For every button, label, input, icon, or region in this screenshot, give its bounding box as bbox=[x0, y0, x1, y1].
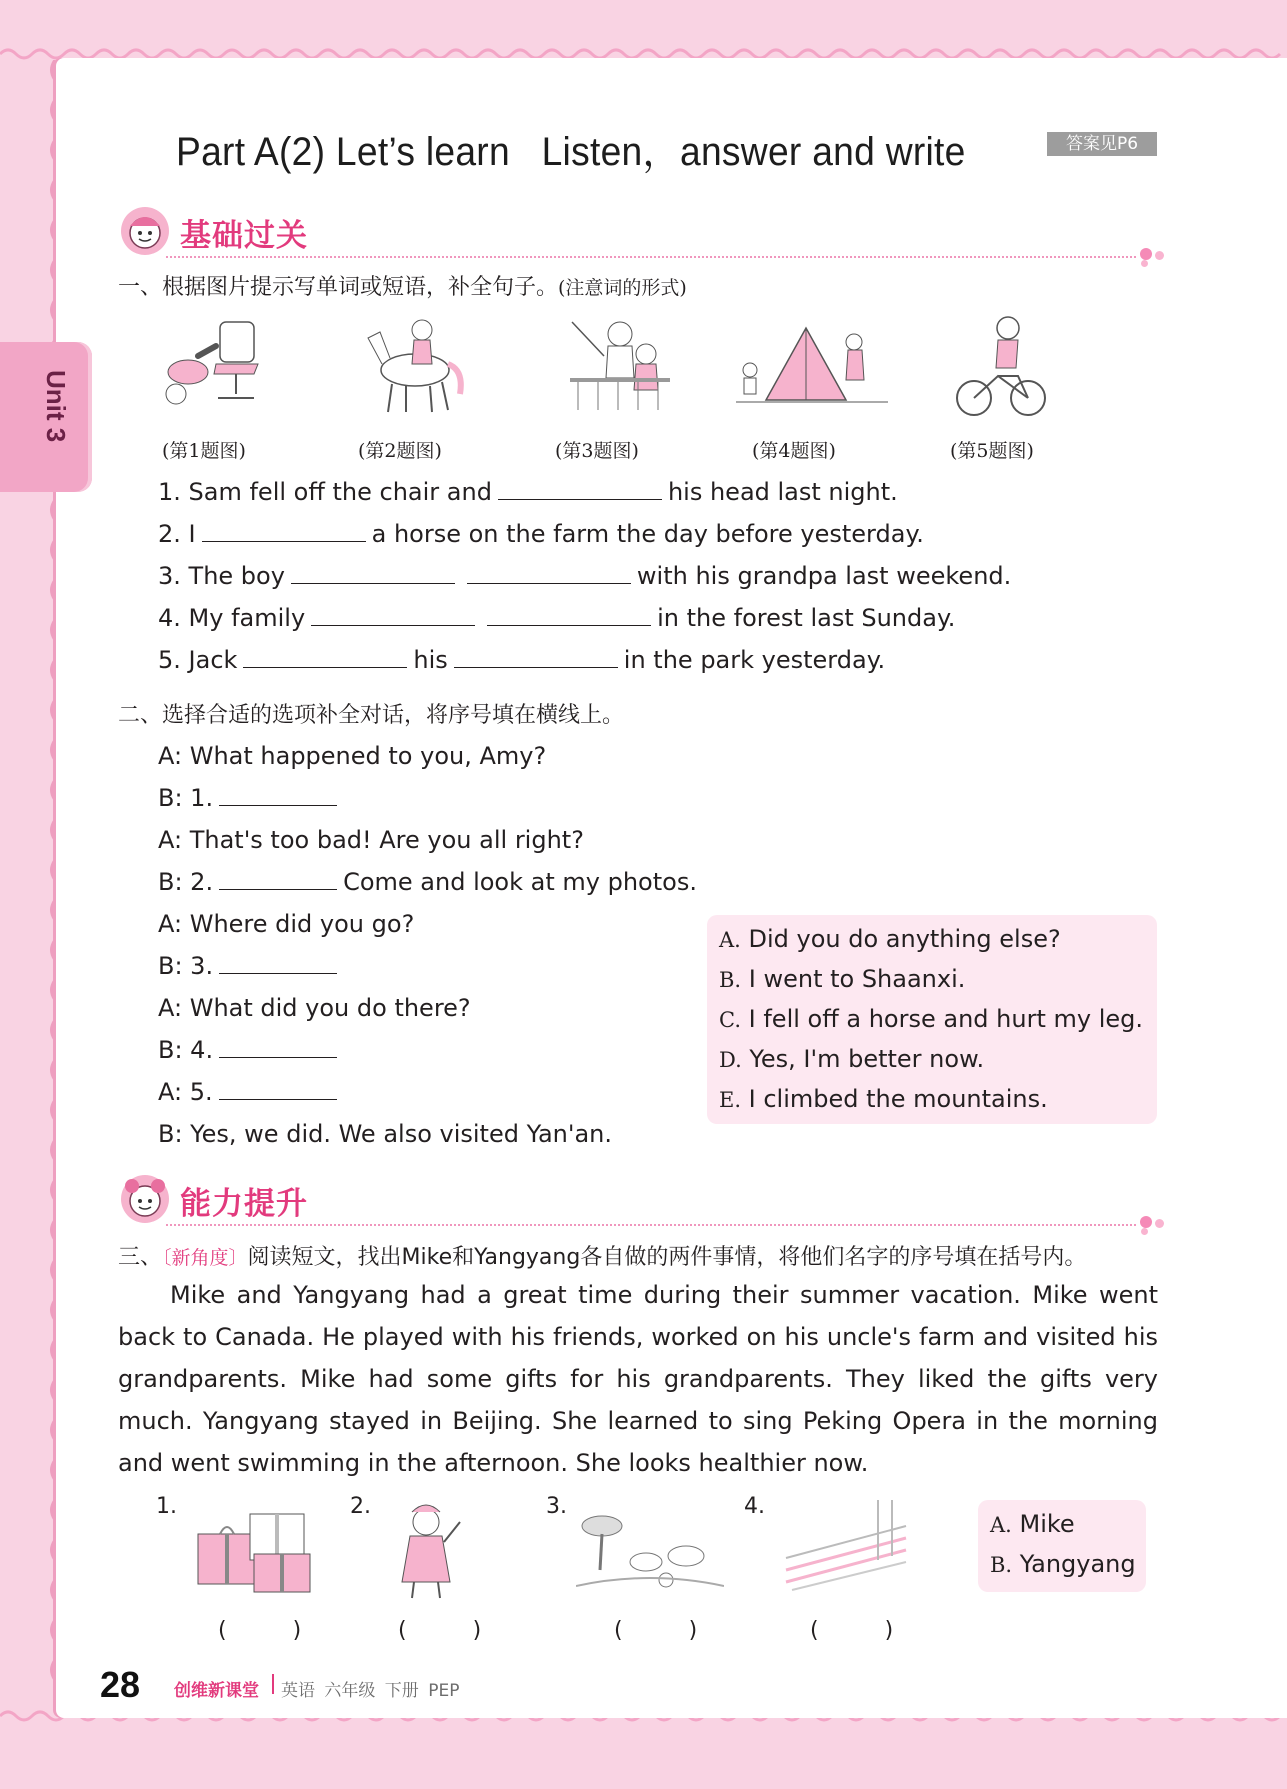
option-b bbox=[719, 965, 965, 993]
answer-blank[interactable] bbox=[487, 605, 651, 626]
answer-blank[interactable] bbox=[243, 647, 407, 668]
option-text: I fell off a horse and hurt my leg. bbox=[748, 1005, 1143, 1033]
sentence-text: in the forest last Sunday. bbox=[657, 604, 956, 632]
dialog-text: Come and look at my photos. bbox=[343, 868, 697, 896]
option-letter: B. bbox=[719, 968, 742, 992]
peking-opera-illustration bbox=[392, 1502, 464, 1602]
section-divider bbox=[166, 256, 1136, 258]
sentence-text: 3. The boy bbox=[158, 562, 285, 590]
answer-blank[interactable] bbox=[454, 647, 618, 668]
name-options-box bbox=[978, 1500, 1146, 1592]
answer-blank[interactable] bbox=[467, 563, 631, 584]
caption-pic5: (第5题图) bbox=[950, 440, 1034, 462]
answer-blank[interactable] bbox=[219, 785, 337, 806]
footer-book-info: 英语 六年级 下册 PEP bbox=[281, 1681, 460, 1701]
answer-parens-1[interactable]: ( ) bbox=[218, 1618, 302, 1643]
q1-sentence-2 bbox=[158, 520, 924, 548]
option-e bbox=[719, 1085, 1048, 1113]
answer-blank[interactable] bbox=[498, 479, 662, 500]
dialog-line-2 bbox=[158, 784, 343, 812]
option-text: Mike bbox=[1019, 1510, 1075, 1538]
option-c bbox=[719, 1005, 1143, 1033]
footer-brand: 创维新课堂 bbox=[174, 1681, 259, 1701]
mascot-icon bbox=[118, 1172, 172, 1226]
sentence-text: 2. I bbox=[158, 520, 196, 548]
q1-instruction bbox=[118, 270, 687, 301]
farm-illustration bbox=[576, 1510, 724, 1594]
page-number: 28 bbox=[100, 1664, 141, 1705]
pic-number-1: 1. bbox=[156, 1494, 177, 1519]
dialog-line-1: A: What happened to you, Amy? bbox=[158, 742, 547, 770]
sentence-text: 4. My family bbox=[158, 604, 306, 632]
dialog-line-9 bbox=[158, 1078, 343, 1106]
dialog-line-10: B: Yes, we did. We also visited Yan'an. bbox=[158, 1120, 613, 1148]
decor-dot bbox=[1141, 260, 1148, 267]
option-letter: E. bbox=[719, 1088, 742, 1112]
swimming-pool-illustration bbox=[782, 1500, 910, 1596]
sentence-text: with his grandpa last weekend. bbox=[636, 562, 1012, 590]
dialog-text: B: 2. bbox=[158, 868, 214, 896]
camping-tent-illustration bbox=[736, 324, 888, 408]
cycling-illustration bbox=[956, 314, 1048, 420]
decor-dot bbox=[1155, 1219, 1164, 1228]
option-text: Yangyang bbox=[1019, 1550, 1136, 1578]
section-header-advanced bbox=[118, 1172, 1158, 1232]
section-title: 基础过关 bbox=[180, 218, 308, 254]
answer-blank[interactable] bbox=[219, 1079, 337, 1100]
option-text: I climbed the mountains. bbox=[748, 1085, 1048, 1113]
page-title bbox=[176, 120, 966, 177]
decor-dot bbox=[1140, 248, 1152, 260]
answer-reference-badge: 答案见P6 bbox=[1047, 132, 1157, 156]
q1-sentence-1 bbox=[158, 478, 898, 506]
option-letter: B. bbox=[990, 1553, 1013, 1577]
new-angle-tag: 〔新角度〕 bbox=[162, 1247, 248, 1269]
sentence-text: 1. Sam fell off the chair and bbox=[158, 478, 492, 506]
mascot-icon bbox=[118, 204, 172, 258]
q3-prefix: 三、 bbox=[118, 1245, 163, 1270]
answer-parens-2[interactable]: ( ) bbox=[398, 1618, 482, 1643]
name-option-a bbox=[990, 1510, 1075, 1538]
dialog-line-6 bbox=[158, 952, 343, 980]
decor-dot bbox=[1155, 251, 1164, 260]
option-text: I went to Shaanxi. bbox=[748, 965, 966, 993]
section-divider bbox=[166, 1224, 1136, 1226]
dialog-text: B: 4. bbox=[158, 1036, 214, 1064]
option-a bbox=[719, 925, 1061, 953]
chair-fall-illustration bbox=[158, 316, 278, 416]
fishing-illustration bbox=[564, 316, 676, 416]
gift-boxes-illustration bbox=[194, 1504, 318, 1596]
q1-sentence-5 bbox=[158, 646, 885, 674]
q1-instruction-text: 一、根据图片提示写单词或短语，补全句子。 bbox=[118, 275, 559, 300]
q3-instruction-text: 阅读短文，找出Mike和Yangyang各自做的两件事情，将他们名字的序号填在括号内。 bbox=[247, 1245, 1087, 1270]
dialog-line-8 bbox=[158, 1036, 343, 1064]
option-letter: A. bbox=[719, 928, 741, 952]
answer-blank[interactable] bbox=[219, 869, 337, 890]
q1-sentence-4 bbox=[158, 604, 955, 632]
pic-number-3: 3. bbox=[546, 1494, 567, 1519]
answer-blank[interactable] bbox=[219, 953, 337, 974]
answer-blank[interactable] bbox=[202, 521, 366, 542]
answer-parens-3[interactable]: ( ) bbox=[614, 1618, 698, 1643]
sentence-text: a horse on the farm the day before yesterday. bbox=[371, 520, 924, 548]
answer-parens-4[interactable]: ( ) bbox=[810, 1618, 894, 1643]
answer-blank[interactable] bbox=[219, 1037, 337, 1058]
option-text: Yes, I'm better now. bbox=[749, 1045, 985, 1073]
dialog-text: B: 3. bbox=[158, 952, 214, 980]
pic-number-2: 2. bbox=[350, 1494, 371, 1519]
option-letter: A. bbox=[990, 1513, 1012, 1537]
dialog-line-5: A: Where did you go? bbox=[158, 910, 415, 938]
q1-sentence-3 bbox=[158, 562, 1011, 590]
unit-side-tab bbox=[0, 342, 92, 492]
section-header-basic bbox=[118, 204, 1158, 264]
caption-pic2: (第2题图) bbox=[358, 440, 442, 462]
dialog-line-7: A: What did you do there? bbox=[158, 994, 471, 1022]
sentence-text: 5. Jack bbox=[158, 646, 238, 674]
dialog-text: A: 5. bbox=[158, 1078, 213, 1106]
answer-blank[interactable] bbox=[291, 563, 455, 584]
q2-instruction: 二、选择合适的选项补全对话，将序号填在横线上。 bbox=[118, 703, 625, 728]
footer-separator bbox=[272, 1674, 274, 1694]
option-d bbox=[719, 1045, 984, 1073]
pic-number-4: 4. bbox=[744, 1494, 765, 1519]
title-part-a: Part A(2) Let’s learn bbox=[176, 130, 510, 174]
caption-pic3: (第3题图) bbox=[555, 440, 639, 462]
section-title: 能力提升 bbox=[180, 1186, 308, 1222]
option-text: Did you do anything else? bbox=[748, 925, 1061, 953]
sentence-text: his bbox=[413, 646, 448, 674]
dialog-options-box bbox=[707, 915, 1157, 1124]
decor-dot bbox=[1141, 1228, 1148, 1235]
caption-pic4: (第4题图) bbox=[752, 440, 836, 462]
answer-blank[interactable] bbox=[311, 605, 475, 626]
title-listen: Listen，answer and write bbox=[541, 130, 966, 174]
dialog-text: B: 1. bbox=[158, 784, 214, 812]
passage-text: Mike and Yangyang had a great time during their summer vacation. Mike went back to Canada. He played with his friends, worked on his uncle's farm and visited his grandparents. Mike had some gifts for his grandparents. They liked the gifts very much. Yangyang stayed in Beijing. She learned to sing Peking Opera in the morning and went swimming in the afternoon. She looks healthier now. bbox=[118, 1281, 1158, 1477]
dialog-line-4 bbox=[158, 868, 697, 896]
reading-passage bbox=[118, 1274, 1158, 1484]
option-letter: C. bbox=[719, 1008, 741, 1032]
sentence-text: his head last night. bbox=[667, 478, 898, 506]
name-option-b bbox=[990, 1550, 1136, 1578]
sentence-text: in the park yesterday. bbox=[623, 646, 886, 674]
unit-label: Unit 3 bbox=[41, 370, 71, 443]
dialog-line-3: A: That's too bad! Are you all right? bbox=[158, 826, 584, 854]
decor-dot bbox=[1140, 1216, 1152, 1228]
caption-pic1: (第1题图) bbox=[162, 440, 246, 462]
q3-instruction bbox=[118, 1240, 1086, 1271]
q1-hint: (注意词的形式) bbox=[558, 277, 687, 299]
option-letter: D. bbox=[719, 1048, 742, 1072]
horse-riding-illustration bbox=[360, 314, 470, 418]
